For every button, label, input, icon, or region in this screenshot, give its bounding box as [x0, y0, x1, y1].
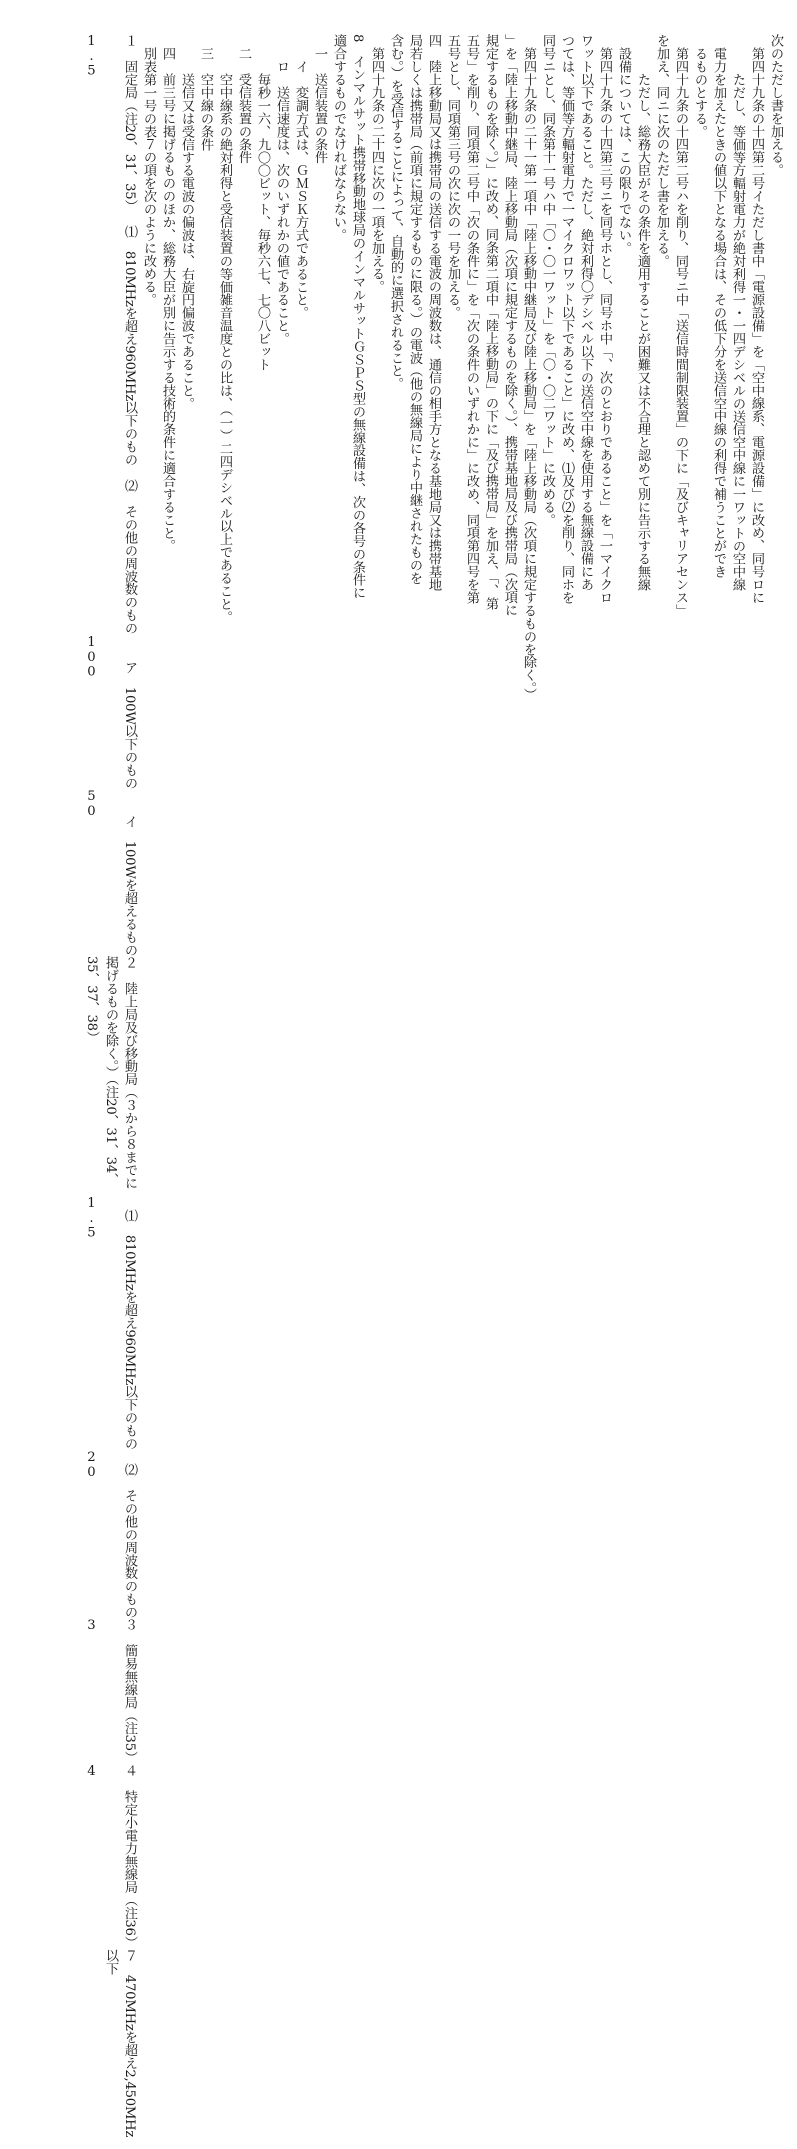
table-row-label: ⑵ その他の周波数のもの: [122, 479, 137, 635]
text-line: 送信又は受信する電波の偏波は、右旋円偏波であること。: [179, 60, 194, 410]
text-line: 第四十九条の十四第二号イただし書中「電源設備」を「空中線系、電源設備」に改め、同号ロに: [749, 34, 764, 604]
text-line: 五号とし、同項第三号の次に次の一号を加える。: [445, 34, 460, 319]
table-row-label: １ 固定局（注20、31、35）: [122, 34, 137, 213]
text-line: 」を「陸上移動中継局、陸上移動局（次項に規定するものを除く。）、携帯基地局及び携帯局（次項に: [502, 34, 517, 617]
table-row: [82, 789, 139, 956]
text-line: 空中線系の絶対利得と受信装置の等価雑音温度との比は、（一）二四デシベル以上であること。: [217, 60, 232, 624]
text-line: ワット以下であること。ただし、絶対利得〇デシベル以下の送信空中線を使用する無線設備にあ: [578, 34, 593, 591]
table-row: [82, 956, 139, 1196]
table-row-value: 50: [84, 788, 99, 819]
band-label: ７ 470MHzを超え2,450MHz以下: [103, 1948, 137, 2137]
text-line: 電力を加えたときの値以下となる場合は、その低下分を送信空中線の利得で補うことができ: [711, 47, 726, 578]
table-row-value: 4: [84, 1764, 99, 1779]
table-row-value: 1.5: [84, 1196, 99, 1241]
table-row-label: ⑵ その他の周波数のもの: [122, 1462, 137, 1619]
text-line: 設備については、この限りでない。: [616, 47, 631, 255]
table-row: [82, 1764, 139, 1949]
text-line: 適合するものでなければならない。: [331, 34, 346, 242]
table-row-label: ４ 特定小電力無線局（注36）: [122, 1764, 137, 1949]
table-row-value: 20: [84, 1449, 99, 1480]
text-line: イ 変調方式は、ＧＭＳＫ方式であること。: [293, 60, 308, 319]
table-row: [82, 1450, 139, 1618]
text-line: ただし、等価等方輻射電力が絶対利得一・一四デシベルの送信空中線に一ワットの空中線: [730, 60, 745, 591]
table-left-header: [76, 1949, 139, 2149]
table-row: [82, 466, 139, 634]
text-line: ロ 送信速度は、次のいずれかの値であること。: [274, 60, 289, 345]
text-line: 第四十九条の十四第二号ハを削り、同号ニ中「送信時間制限装置」の下に「及びキャリアセンス」: [673, 34, 688, 617]
text-line: 一 送信装置の条件: [312, 47, 327, 164]
text-line: 毎秒一六、九〇〇ビット、毎秒六七、七〇八ビット: [255, 73, 270, 371]
table-row-value: 3: [84, 1618, 99, 1634]
table-row-label: イ 100Wを超えるもの: [122, 814, 137, 957]
text-line: 局若しくは携帯局（前項に規定するものに限る。）の電波（他の無線局により中継されたものを: [407, 34, 422, 585]
table-row-value: 100: [84, 634, 99, 679]
text-line: 第四十九条の二十四に次の一項を加える。: [369, 34, 384, 293]
text-line: 第四十九条の十四第三号ニを同号ホとし、同号ホ中「、次のとおりであること」を「一マイクロ: [597, 34, 612, 604]
table-row: [82, 212, 139, 466]
text-line: 含む。）を受信することによって、自動的に選択されること。: [388, 34, 403, 390]
text-line: 次のただし書を加える。: [768, 34, 783, 177]
text-line: 四 陸上移動局又は携帯局の送信する電波の周波数は、通信の相手方となる基地局又は携帯基地: [426, 34, 441, 591]
text-line: 五号」を削り、同項第二号中「次の条件に」を「次の条件のいずれかに」に改め、同項第四号を第: [464, 34, 479, 604]
text-line: 四 前三号に掲げるもののほか、総務大臣が別に告示する技術的条件に適合すること。: [160, 47, 175, 553]
text-line: るものとする。: [692, 47, 707, 138]
text-line: 同号ニとし、同条第十一号ハ中「〇・〇一ワット」を「〇・〇二ワット」に改める。: [540, 34, 555, 527]
table-row: [82, 34, 139, 212]
table-row-label: ⑴ 810MHzを超え960MHz以下のもの: [122, 225, 137, 467]
table-row: [82, 635, 139, 789]
text-line: 規定するものを除く。）」に改め、同条第二項中「陸上移動局」の下に「及び携帯局」を加え、「、第: [483, 34, 498, 610]
table-row-label: ３ 簡易無線局（注35）: [122, 1618, 137, 1765]
text-line: を加え、同ニに次のただし書を加える。: [654, 34, 669, 268]
table-row: [82, 1196, 139, 1450]
text-line: つては、等価等方輻射電力で一マイクロワット以下であること」に改め、⑴及び⑵を削り、同ホを: [559, 34, 574, 604]
text-line: 第四十九条の二十一第一項中「陸上移動中継局及び陸上移動局」を「陸上移動局（次項に規定するものを除く。）: [521, 34, 536, 701]
text-line: 三 空中線の条件: [198, 47, 213, 151]
table-row-label: ア 100W以下のもの: [122, 660, 137, 789]
text-line: ただし、総務大臣がその条件を適用することが困難又は不合理と認めて別に告示する無線: [635, 60, 650, 591]
text-line: 別表第一号の表７の項を次のように改める。: [141, 34, 156, 306]
text-line: 8 インマルサット携帯移動地球局のインマルサットＧＳＰＳ型の無線設備は、次の各号の条件に: [350, 34, 365, 599]
table-row-value: 1.5: [84, 34, 99, 79]
amendment-table: [72, 34, 139, 2137]
text-line: 二 受信装置の条件: [236, 47, 251, 164]
table-row: [82, 1618, 139, 1764]
table-row-label: ⑴ 810MHzを超え960MHz以下のもの: [122, 1209, 137, 1450]
table-row-label: ２ 陸上局及び移動局（３から８までに掲げるものを除く。）（注20、31、34、35、37、38）: [84, 956, 137, 1190]
